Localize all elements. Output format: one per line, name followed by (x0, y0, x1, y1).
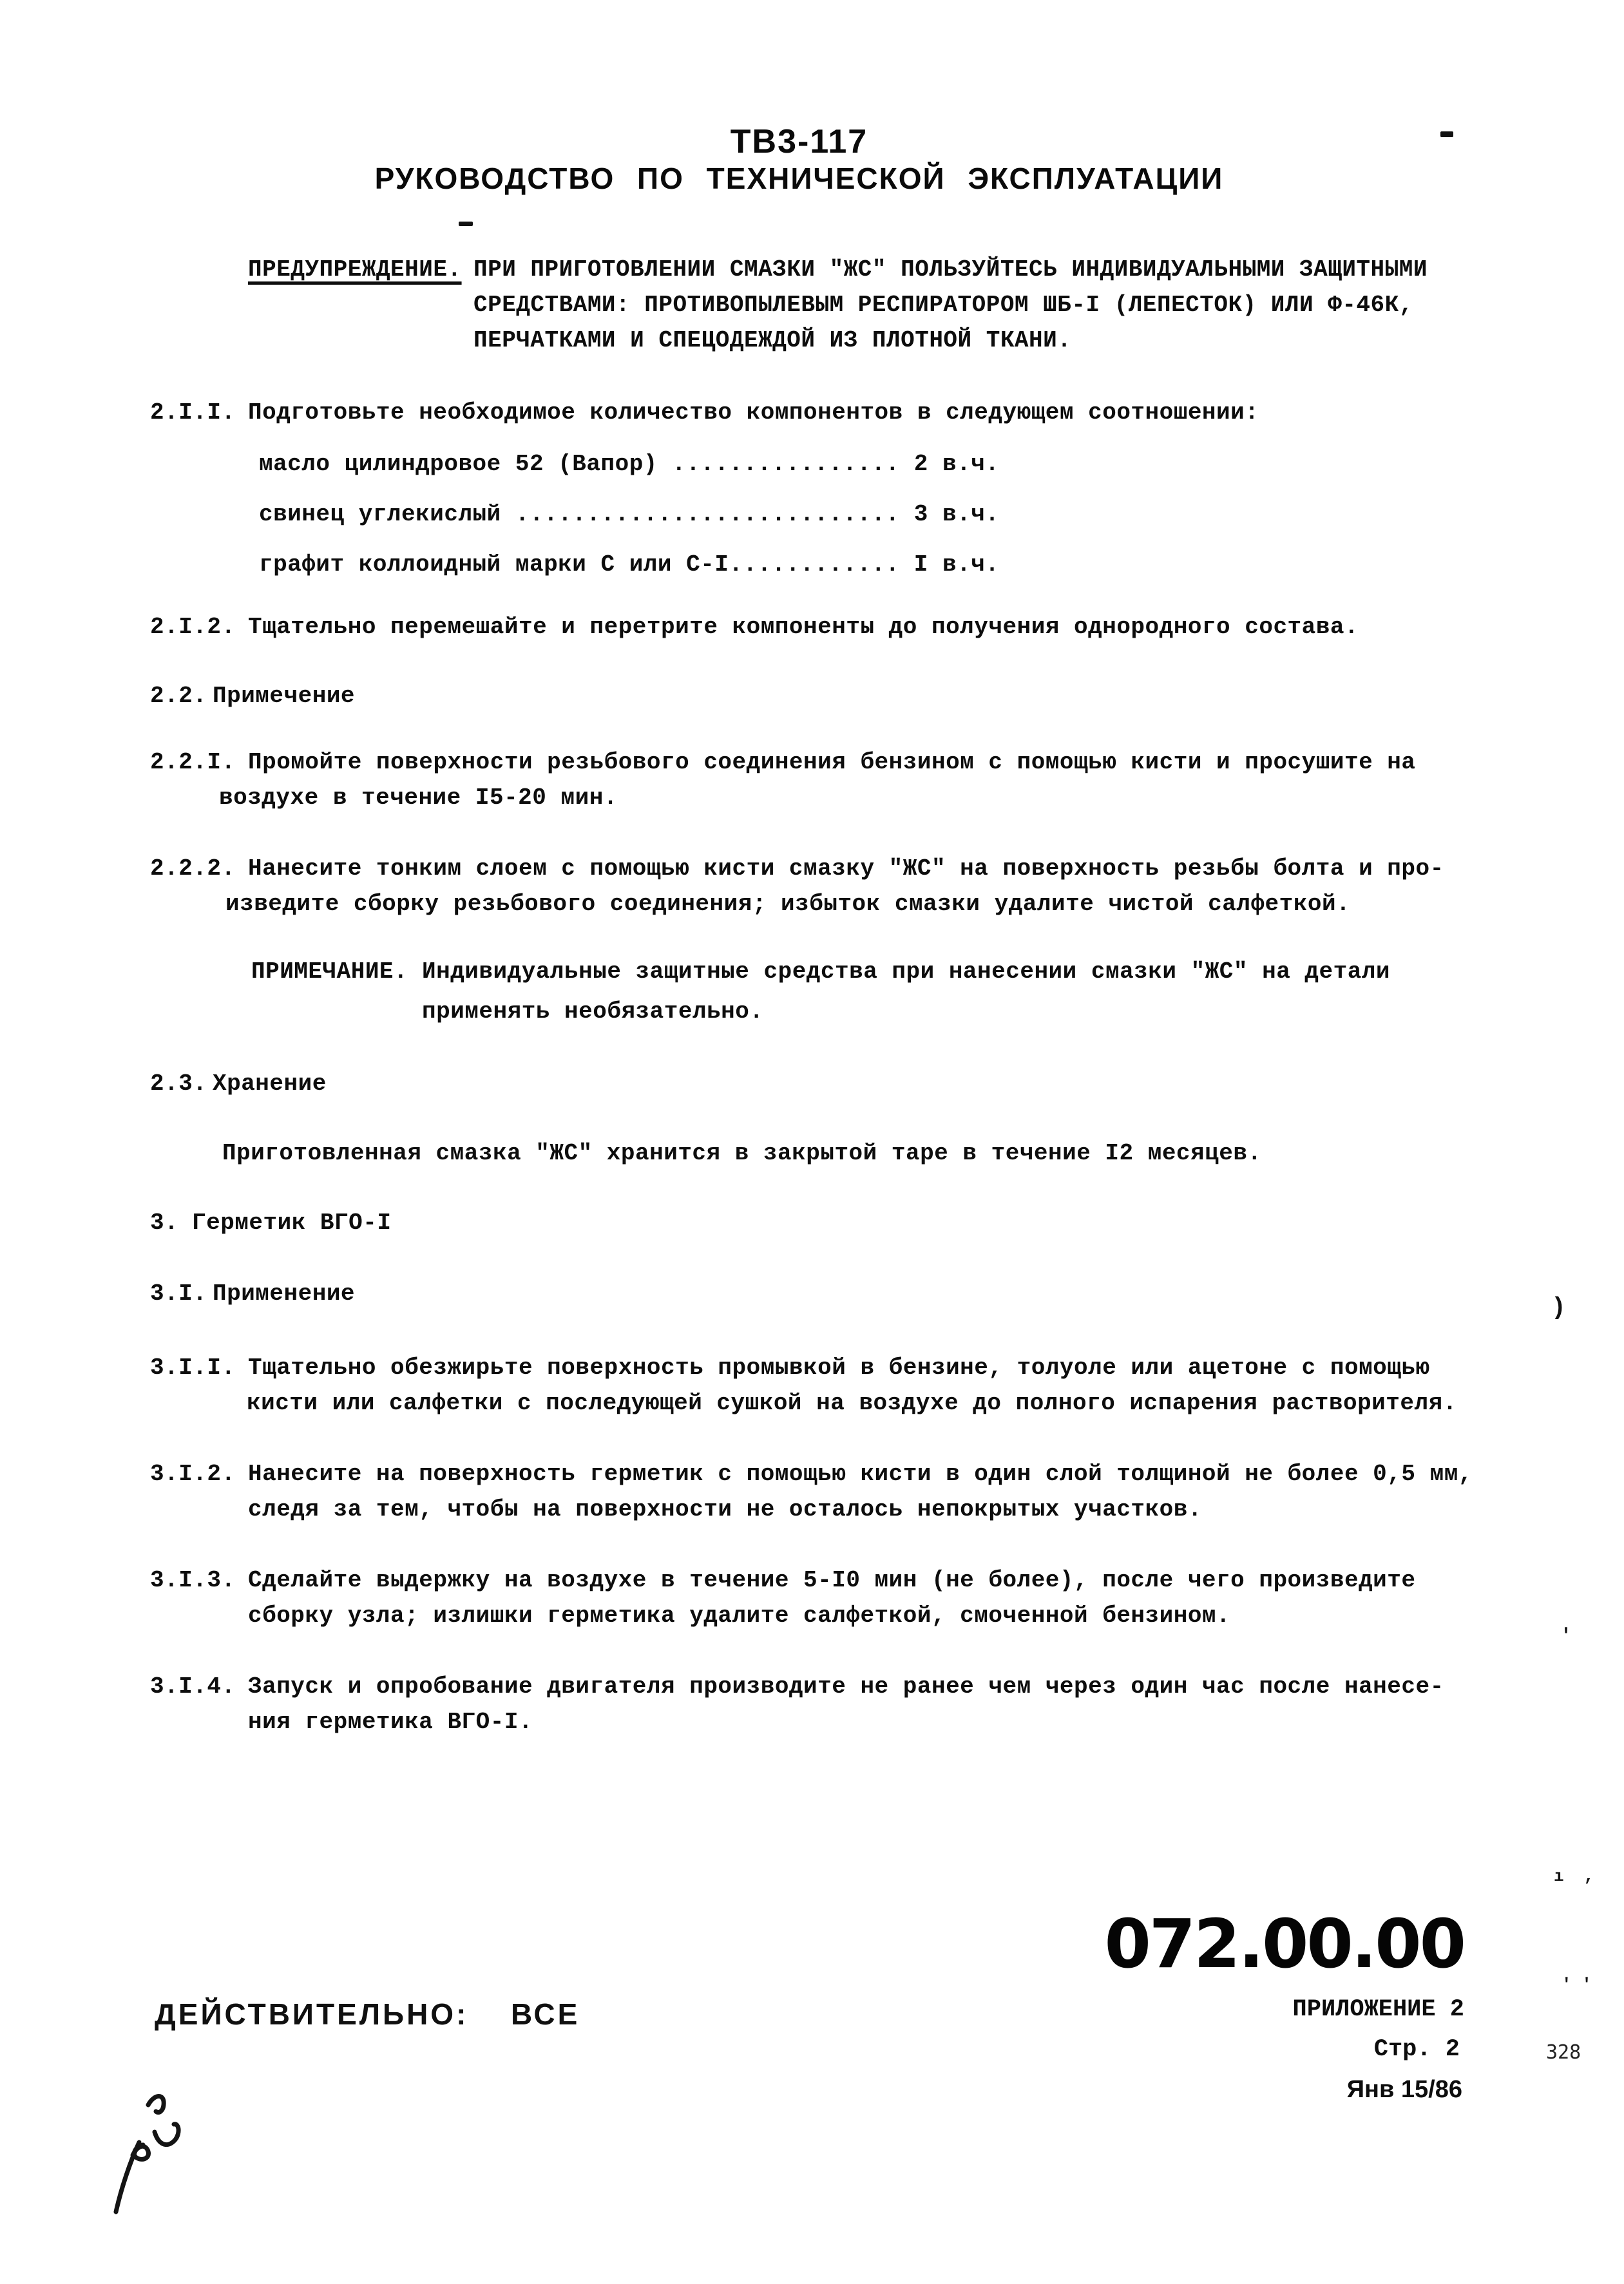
item-text: следя за тем, чтобы на поверхности не осталось непокрытых участков. (248, 1496, 1202, 1523)
section-heading: Хранение (213, 1071, 327, 1097)
doc-code: ТВ3-117 (730, 123, 868, 160)
item-text: Сделайте выдержку на воздухе в течение 5-I0 мин (не более), после чего произведите (248, 1567, 1416, 1594)
ink-speck-top-right (1440, 131, 1453, 137)
item-number: 2.2.2. (150, 855, 236, 882)
item-text: сборку узла; излишки герметика удалите салфеткой, смоченной бензином. (248, 1603, 1231, 1629)
note-text: Индивидуальные защитные средства при нанесении смазки "ЖС" на детали (422, 958, 1391, 985)
sheet-number: 328 (1546, 2041, 1581, 2064)
item-text: кисти или салфетки с последующей сушкой на воздухе до полного испарения растворителя. (247, 1390, 1457, 1416)
item-text: Подготовьте необходимое количество компонентов в следующем соотношении: (248, 399, 1259, 426)
section-heading: Примечение (213, 683, 356, 709)
recipe-line: графит коллоидный марки С или С-I............ I в.ч. (259, 551, 1000, 578)
page-label: Стр. 2 (1373, 2036, 1460, 2063)
ink-quote-marks: ' ' (1562, 1975, 1592, 1994)
item-text: Нанесите тонким слоем с помощью кисти смазку "ЖС" на поверхность резьбы болта и про- (248, 855, 1444, 882)
ink-tick-mark: ' (1560, 1626, 1572, 1648)
recipe-line: свинец углекислый ........................... 3 в.ч. (259, 501, 1000, 528)
item-number: 3.I.3. (150, 1567, 236, 1594)
item-number: 3.I.2. (150, 1461, 236, 1487)
warning-line: ПЕРЧАТКАМИ И СПЕЦОДЕЖДОЙ ИЗ ПЛОТНОЙ ТКАНИ. (473, 327, 1072, 354)
item-text: ния герметика ВГО-I. (248, 1709, 533, 1735)
validity-stamp: ДЕЙСТВИТЕЛЬНО: ВСЕ (155, 1997, 580, 2031)
handwritten-mark (76, 2086, 211, 2221)
item-text: воздухе в течение I5-20 мин. (219, 785, 618, 811)
doc-title: РУКОВОДСТВО ПО ТЕХНИЧЕСКОЙ ЭКСПЛУАТАЦИИ (374, 162, 1224, 195)
item-number: 2.I.I. (150, 399, 236, 426)
item-number: 3.I.I. (150, 1355, 236, 1381)
item-number: 3. (150, 1210, 179, 1236)
item-number: 3.I. (150, 1280, 207, 1307)
item-number: 2.I.2. (150, 614, 236, 640)
item-number: 3.I.4. (150, 1673, 236, 1700)
item-text: Нанесите на поверхность герметик с помощью кисти в один слой толщиной не более 0,5 мм, (248, 1461, 1473, 1487)
item-text: Запуск и опробование двигателя производите не ранее чем через один час после нанесе- (248, 1673, 1444, 1700)
ink-tick-pair: ı , (1554, 1867, 1594, 1886)
note-label: ПРИМЕЧАНИЕ. (251, 958, 408, 985)
recipe-line: масло цилиндровое 52 (Вапор) ................ 2 в.ч. (259, 451, 1000, 477)
item-number: 2.3. (150, 1071, 207, 1097)
note-text: применять необязательно. (422, 998, 764, 1025)
item-text: Промойте поверхности резьбового соединения бензином с помощью кисти и просушите на (248, 749, 1416, 776)
item-text: Тщательно обезжирьте поверхность промывкой в бензине, толуоле или ацетоне с помощью (248, 1355, 1430, 1381)
date-label: Янв 15/86 (1346, 2076, 1462, 2103)
section-heading: Применение (213, 1280, 356, 1307)
ink-dash-mark (459, 222, 473, 226)
warning-line: ПРИ ПРИГОТОВЛЕНИИ СМАЗКИ "ЖС" ПОЛЬЗУЙТЕСЬ ИНДИВИДУАЛЬНЫМИ ЗАЩИТНЫМИ (473, 256, 1428, 283)
item-text: изведите сборку резьбового соединения; избыток смазки удалите чистой салфеткой. (225, 891, 1351, 917)
item-text: Приготовленная смазка "ЖС" хранится в закрытой таре в течение I2 месяцев. (222, 1140, 1262, 1166)
chapter-code: 072.00.00 (1104, 1905, 1464, 1983)
item-number: 2.2.I. (150, 749, 236, 776)
warning-line: СРЕДСТВАМИ: ПРОТИВОПЫЛЕВЫМ РЕСПИРАТОРОМ ШБ-I (ЛЕПЕСТОК) ИЛИ Ф-46К, (473, 292, 1413, 318)
warning-label: ПРЕДУПРЕЖДЕНИЕ. (248, 256, 462, 283)
section-heading: Герметик ВГО-I (192, 1210, 392, 1236)
item-number: 2.2. (150, 683, 207, 709)
item-text: Тщательно перемешайте и перетрите компоненты до получения однородного состава. (248, 614, 1359, 640)
appendix-label: ПРИЛОЖЕНИЕ 2 (1292, 1996, 1464, 2023)
ink-paren-mark: ) (1551, 1294, 1566, 1322)
